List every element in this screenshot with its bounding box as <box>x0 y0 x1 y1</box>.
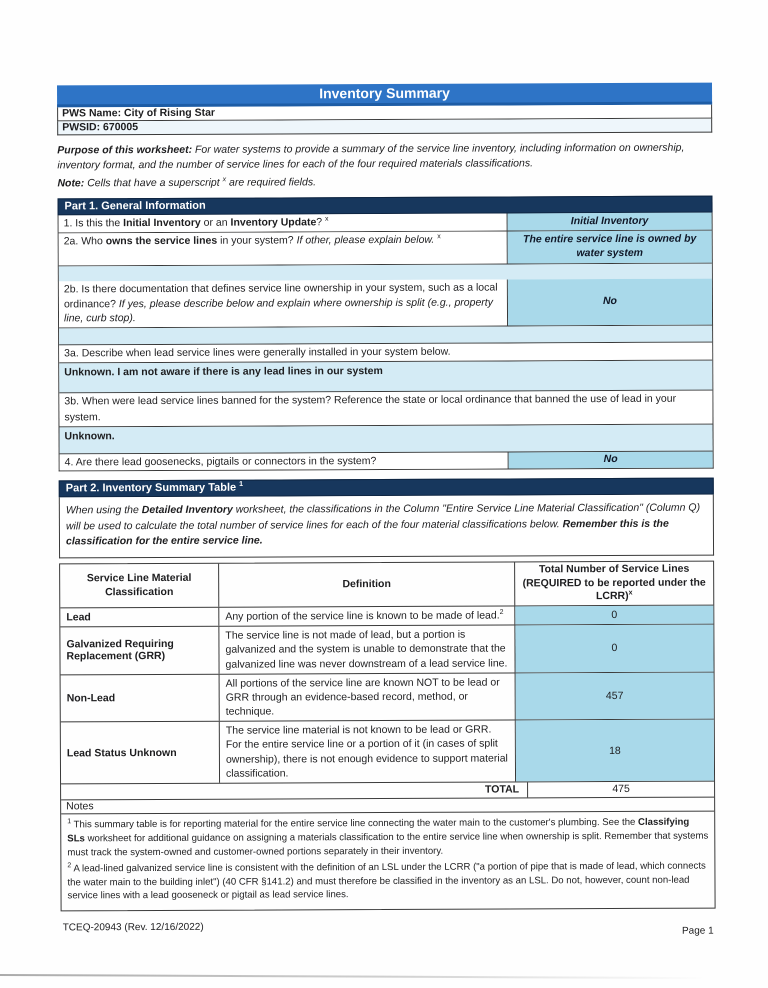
p2-intro-mid: worksheet, the classifications in the Column "Entire Service Line Material Classification" (Column Q) will be used to calculate the total number of service lines for each of the four material classifications below. <box>65 502 701 533</box>
q1-superscript: x <box>325 216 329 224</box>
col3-superscript: x <box>628 589 633 597</box>
note-superscript: x <box>222 176 227 184</box>
col-header-total-text <box>521 563 707 605</box>
lead-definition-superscript: 2 <box>499 609 504 617</box>
total-label: TOTAL <box>61 782 528 799</box>
footnote-1-post: worksheet for additional guidance on assigning a materials classification to the entire service line when ownership is split. Remember that systems must track the system-owned and customer-owned portions separately in their inventory. <box>67 830 709 859</box>
footnote-1-superscript: 1 <box>67 818 72 826</box>
q1-pre: 1. Is this the <box>63 217 124 230</box>
question-2b-text <box>59 280 508 328</box>
unknown-count-cell: 18 <box>516 720 714 782</box>
note-label: Note: <box>57 177 85 190</box>
footnote-2-superscript: 2 <box>67 861 72 869</box>
lead-definition-cell <box>219 606 515 625</box>
answer-1-cell: Initial Inventory <box>508 213 712 231</box>
col-header-classification: Service Line Material Classification <box>60 564 219 608</box>
notes-text-block <box>61 812 714 911</box>
part2-heading-superscript: 1 <box>239 481 244 489</box>
pws-name-row: PWS Name: City of Rising Star <box>57 105 712 122</box>
p2-intro-bold2: Remember this is the classification for the entire service line. <box>65 517 669 548</box>
q1-bold1: Initial Inventory <box>123 217 201 230</box>
question-2a-text <box>59 232 508 266</box>
question-row-2a <box>59 231 712 267</box>
q2a-italic: If other, please explain below. <box>296 233 435 247</box>
lead-count-cell: 0 <box>515 606 713 625</box>
table-row-unknown <box>61 720 714 785</box>
purpose-label: Purpose of this worksheet: <box>57 143 193 157</box>
question-3a-text: 3a. Describe when lead service lines were generally installed in your system below. <box>59 343 712 364</box>
part1-section-header: Part 1. General Information <box>57 196 712 216</box>
answer-2a-cell: The entire service line is owned by water system <box>508 231 712 264</box>
table-header-row <box>60 562 713 609</box>
q1-bold2: Inventory Update <box>230 216 317 230</box>
nonlead-definition-cell: All portions of the service line are known NOT to be lead or GRR through an evidence-based record, method, or technique. <box>220 673 516 721</box>
purpose-text: For water systems to provide a summary of the service line inventory, including information on ownership, inventory format, and the number of service lines for each of the four required materials classifications. <box>57 141 685 172</box>
form-number: TCEQ-20943 (Rev. 12/16/2022) <box>62 922 204 934</box>
table-row-nonlead <box>61 672 714 722</box>
question-row-2b <box>59 279 712 329</box>
pwsid-row: PWSID: 670005 <box>57 119 712 136</box>
note-pre: Cells that have a superscript <box>84 177 223 190</box>
grr-count-cell: 0 <box>515 625 713 672</box>
answer-4-cell: No <box>509 451 713 469</box>
lead-classification-cell: Lead <box>60 608 219 627</box>
question-row-4 <box>60 451 713 471</box>
q1-end: ? <box>316 216 323 229</box>
part2-heading-text: Part 2. Inventory Summary Table <box>65 482 237 495</box>
worksheet-page <box>57 83 716 940</box>
question-3b-text: 3b. When were lead service lines banned for the system? Reference the state or local ordinance that banned the use of lead in your system. <box>59 391 712 427</box>
col3-line1: Total Number of Service Lines <box>538 562 690 576</box>
q2a-bold1: owns the service lines <box>105 234 218 248</box>
answer-2b-cell: No <box>508 279 712 326</box>
footnote-1-bold: Classifying SLs <box>67 816 690 845</box>
page-title: Inventory Summary <box>57 83 712 108</box>
nonlead-count-cell: 457 <box>516 672 714 719</box>
q2a-mid: in your system? <box>217 234 297 247</box>
total-value: 475 <box>612 782 630 795</box>
p2-intro-bold1: Detailed Inventory <box>141 504 233 517</box>
col-header-definition: Definition <box>219 563 515 607</box>
lead-definition-text: Any portion of the service line is known to be made of lead. <box>225 609 500 623</box>
grr-definition-cell: The service line is not made of lead, but a portion is galvanized and the system is unable to demonstrate that the galvanized line was never downstream of a lead service line. <box>219 626 515 674</box>
q2a-superscript: x <box>437 233 441 241</box>
note-paragraph <box>57 175 712 190</box>
col-header-total <box>515 562 713 606</box>
page-number: Page 1 <box>681 925 714 938</box>
answer-3b-band: Unknown. <box>59 424 712 454</box>
q2a-pre: 2a. Who <box>63 235 106 248</box>
footnote-2 <box>67 859 708 904</box>
purpose-paragraph <box>57 141 712 173</box>
question-1-text <box>59 214 508 233</box>
q1-mid: or an <box>200 217 231 230</box>
grr-classification-cell: Galvanized Requiring Replacement (GRR) <box>60 627 219 674</box>
part2-intro-paragraph <box>59 495 714 559</box>
unknown-definition-cell: The service line material is not known to be lead or GRR. For the entire service line or a portion of it (in cases of split ownership), there is not enough evidence to support material classification. <box>220 721 516 783</box>
scan-paper-edge <box>0 974 706 979</box>
q2b-pre: 2b. Is there documentation that defines service line ownership in your system, such as a local ordinance? <box>63 281 498 311</box>
q2b-italic: If yes, please describe below and explain where ownership is split (e.g., property line, curb stop). <box>63 296 493 325</box>
nonlead-classification-cell: Non-Lead <box>61 674 220 721</box>
inventory-summary-table <box>59 561 716 912</box>
answer-3a-band: Unknown. I am not aware if there is any lead lines in our system <box>59 361 712 394</box>
footnote-2-text: A lead-lined galvanized service line is consistent with the definition of an LSL under the LCRR ("a portion of pipe that is made of lead, which connects the water main to the building inlet") (40 CFR §141.2) and must therefore be classified in the inventory as an LSL. Do not, however, count non-lead service lines with a lead gooseneck or pigtail as lead service lines. <box>67 860 706 902</box>
notes-heading: Notes <box>61 798 714 815</box>
question-4-text: 4. Are there lead goosenecks, pigtails or connectors in the system? <box>60 452 509 471</box>
table-row-grr <box>60 625 713 675</box>
footnote-1-pre: This summary table is for reporting material for the entire service line connecting the water main to the customer's plumbing. See the <box>71 816 639 831</box>
col3-line2: (REQUIRED to be reported under the LCRR) <box>522 576 706 603</box>
p2-intro-pre: When using the <box>65 504 142 517</box>
page-footer <box>61 920 716 940</box>
part1-table <box>58 213 714 472</box>
note-post: are required fields. <box>226 176 317 190</box>
unknown-classification-cell: Lead Status Unknown <box>61 722 220 783</box>
footnote-1 <box>67 816 708 861</box>
